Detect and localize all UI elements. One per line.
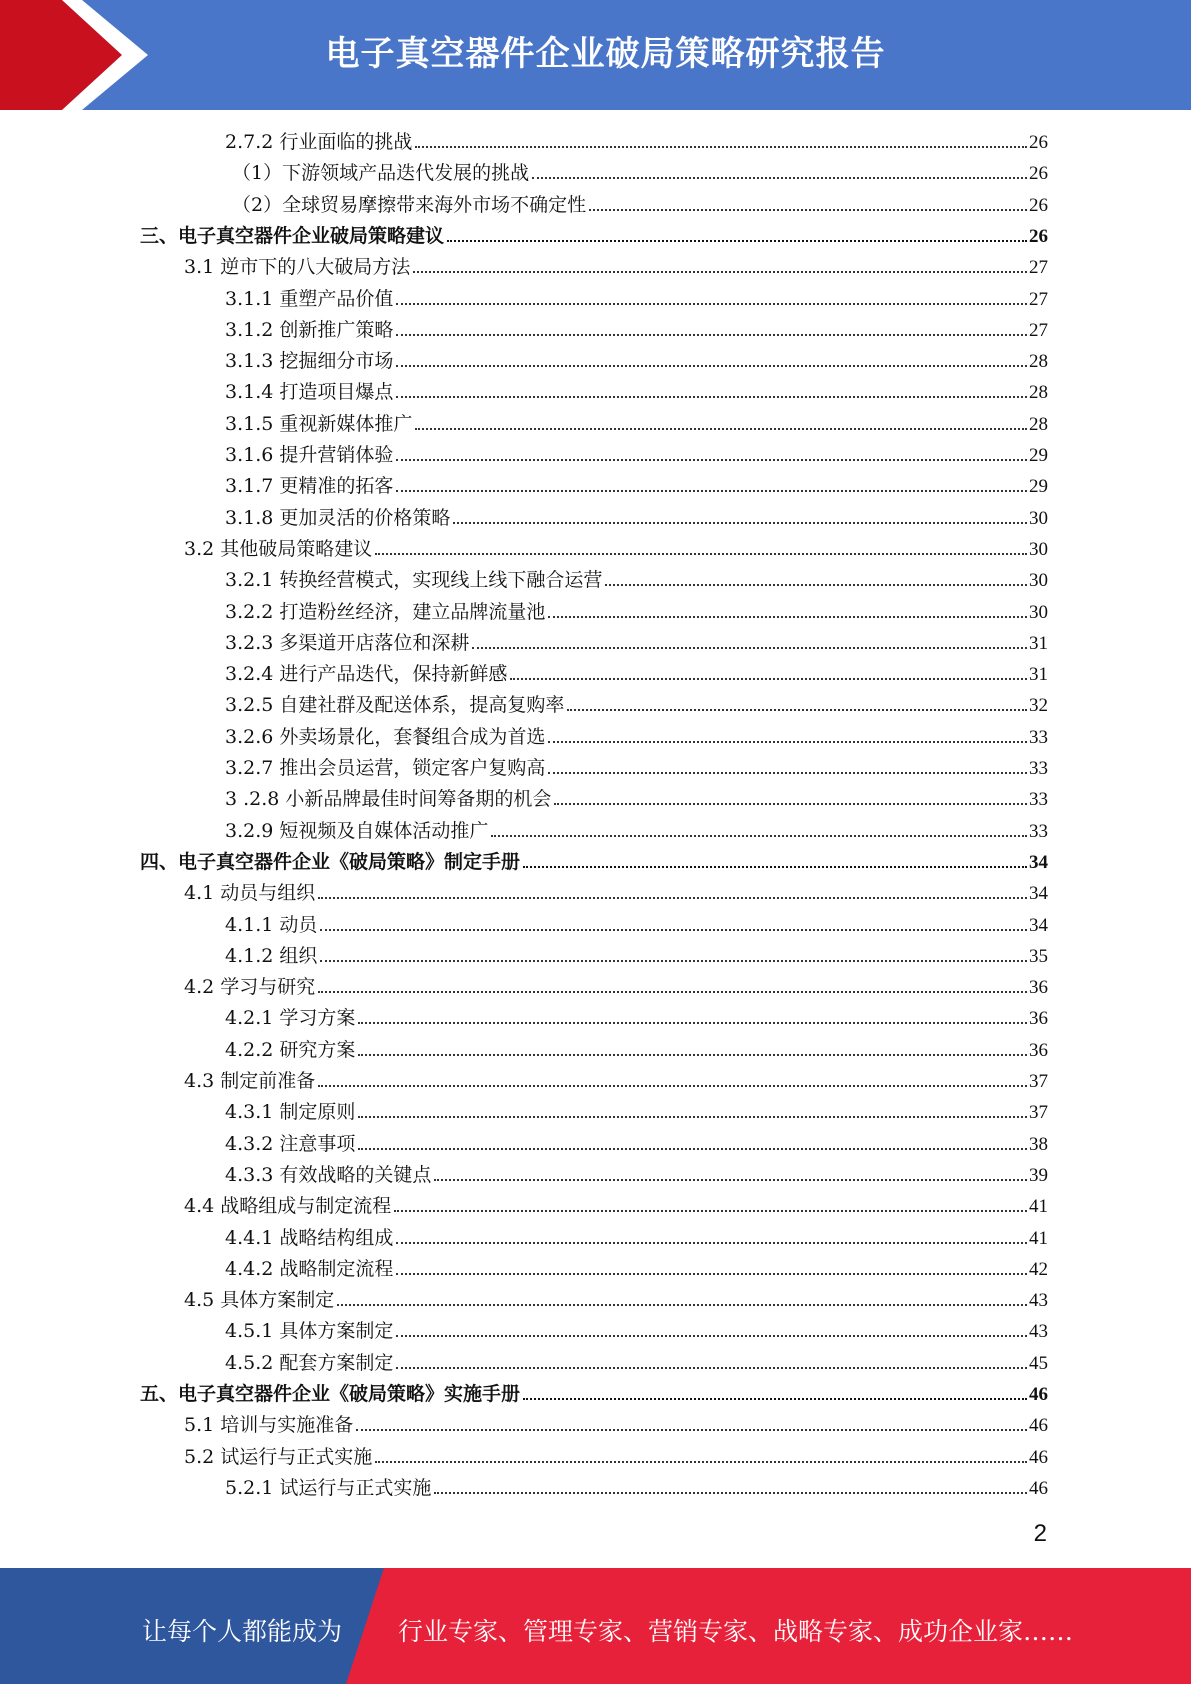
toc-dot-leader (318, 991, 1027, 993)
toc-dot-leader (318, 1085, 1027, 1087)
toc-entry[interactable] (225, 565, 1048, 595)
toc-dot-leader (434, 1492, 1027, 1494)
toc-entry-page: 26 (1029, 194, 1048, 216)
toc-entry[interactable] (225, 1097, 1048, 1127)
toc-entry[interactable] (184, 1191, 1048, 1221)
toc-entry-title: 4.5.2 配套方案制定 (225, 1351, 394, 1374)
toc-entry-title: 3.2.3 多渠道开店落位和深耕 (225, 631, 470, 654)
toc-entry-title: 4.1 动员与组织 (184, 882, 316, 905)
toc-entry[interactable] (225, 284, 1048, 314)
toc-entry-page: 37 (1029, 1102, 1048, 1124)
toc-entry-title: 3.2.7 推出会员运营，锁定客户复购高 (225, 757, 546, 779)
toc-entry-title: 4.4 战略组成与制定流程 (184, 1195, 392, 1218)
toc-entry-title: 3.1.6 提升营销体验 (225, 444, 394, 466)
toc-entry[interactable] (225, 910, 1048, 940)
toc-entry[interactable] (184, 1066, 1048, 1096)
toc-entry-page: 29 (1029, 445, 1048, 466)
toc-entry-title: 3.2.6 外卖场景化，套餐组合成为首选 (225, 725, 546, 748)
toc-entry-page: 45 (1029, 1352, 1048, 1374)
toc-entry[interactable] (225, 315, 1048, 345)
toc-entry-title: 4.2.1 学习方案 (225, 1007, 356, 1030)
toc-dot-leader (396, 490, 1027, 492)
toc-entry-title: 3.1.1 重塑产品价值 (225, 287, 394, 310)
toc-entry-title: 4.1.2 组织 (225, 944, 318, 967)
toc-entry-page: 27 (1029, 288, 1048, 310)
toc-entry-title: 4.2.2 研究方案 (225, 1038, 356, 1061)
toc-dot-leader (447, 240, 1027, 242)
toc-entry[interactable] (184, 1410, 1048, 1440)
toc-entry-page: 29 (1029, 476, 1048, 498)
toc-entry-page: 46 (1029, 1384, 1048, 1405)
toc-dot-leader (589, 209, 1027, 211)
toc-entry-page: 27 (1029, 257, 1048, 279)
toc-entry-title: 三、电子真空器件企业破局策略建议 (140, 224, 445, 247)
toc-entry-title: 3.1.8 更加灵活的价格策略 (225, 506, 451, 529)
toc-entry-title: 3.1.4 打造项目爆点 (225, 381, 394, 404)
toc-entry-page: 43 (1029, 1321, 1048, 1343)
toc-entry-page: 46 (1029, 1477, 1048, 1499)
toc-dot-leader (413, 271, 1027, 273)
toc-entry[interactable] (225, 722, 1048, 752)
toc-entry[interactable] (140, 1379, 1048, 1409)
toc-entry-title: 4.4.2 战略制定流程 (225, 1257, 394, 1280)
toc-entry[interactable] (184, 972, 1048, 1002)
toc-entry-title: 3.1.5 重视新媒体推广 (225, 412, 413, 435)
toc-entry[interactable] (225, 628, 1048, 658)
toc-entry-page: 42 (1029, 1258, 1048, 1280)
toc-entry[interactable] (225, 440, 1048, 470)
toc-entry-title: 3.2.9 短视频及自媒体活动推广 (225, 819, 489, 842)
toc-entry-title: 2.7.2 行业面临的挑战 (225, 131, 413, 153)
toc-dot-leader (396, 365, 1027, 367)
toc-entry[interactable] (225, 1348, 1048, 1378)
toc-dot-leader (532, 177, 1027, 179)
toc-entry[interactable] (140, 221, 1048, 251)
toc-entry-page: 30 (1029, 538, 1048, 560)
toc-entry-page: 36 (1029, 977, 1048, 999)
toc-dot-leader (554, 803, 1027, 805)
report-title: 电子真空器件企业破局策略研究报告 (325, 34, 886, 74)
toc-entry-title: 4.5 具体方案制定 (184, 1289, 335, 1312)
toc-entry-title: 4.1.1 动员 (225, 913, 318, 936)
toc-entry[interactable] (225, 1473, 1048, 1503)
toc-dot-leader (394, 1210, 1027, 1212)
footer-slogan-right: 行业专家、管理专家、营销专家、战略专家、成功企业家…… (398, 1617, 1074, 1646)
toc-entry-page: 37 (1029, 1071, 1048, 1092)
toc-entry[interactable] (225, 1035, 1048, 1065)
toc-entry-title: 4.3.3 有效战略的关键点 (225, 1163, 432, 1186)
toc-entry-title: 3.2.2 打造粉丝经济，建立品牌流量池 (225, 600, 546, 623)
toc-entry-title: 3.1 逆市下的八大破局方法 (184, 256, 411, 279)
toc-dot-leader (415, 428, 1027, 430)
toc-dot-leader (356, 1429, 1027, 1431)
page-footer (0, 1568, 1191, 1684)
toc-dot-leader (358, 1116, 1027, 1118)
toc-entry-page: 28 (1029, 413, 1048, 435)
toc-entry[interactable] (225, 346, 1048, 376)
toc-entry-title: 3.2 其他破局策略建议 (184, 537, 373, 560)
toc-entry-page: 32 (1029, 695, 1048, 717)
toc-entry-page: 36 (1029, 1008, 1048, 1030)
toc-entry-page: 33 (1029, 726, 1048, 748)
toc-entry[interactable] (225, 941, 1048, 971)
toc-entry-page: 35 (1029, 945, 1048, 967)
toc-entry-page: 28 (1029, 382, 1048, 404)
toc-entry-title: 3.1.2 创新推广策略 (225, 318, 394, 341)
toc-entry-page: 31 (1029, 632, 1048, 654)
toc-entry[interactable] (225, 471, 1048, 501)
toc-dot-leader (396, 1273, 1027, 1275)
toc-entry-page: 28 (1029, 351, 1048, 373)
toc-entry-page: 33 (1029, 789, 1048, 811)
toc-entry[interactable] (225, 1223, 1048, 1253)
toc-entry-title: 3 .2.8 小新品牌最佳时间筹备期的机会 (225, 788, 552, 811)
toc-entry[interactable] (225, 753, 1048, 783)
toc-entry-page: 26 (1029, 163, 1048, 185)
toc-entry-page: 39 (1029, 1164, 1048, 1186)
toc-entry[interactable] (225, 690, 1048, 720)
toc-dot-leader (396, 303, 1027, 305)
toc-dot-leader (396, 396, 1027, 398)
toc-entry[interactable] (184, 1442, 1048, 1472)
toc-entry-page: 36 (1029, 1039, 1048, 1061)
toc-dot-leader (548, 741, 1027, 743)
toc-entry-title: 3.2.5 自建社群及配送体系，提高复购率 (225, 694, 565, 717)
toc-entry-title: 4.3 制定前准备 (184, 1070, 316, 1092)
toc-entry-title: 四、电子真空器件企业《破局策略》制定手册 (140, 850, 521, 873)
toc-entry-page: 38 (1029, 1133, 1048, 1155)
toc-dot-leader (548, 616, 1027, 618)
toc-entry-title: 3.1.3 挖掘细分市场 (225, 350, 394, 373)
toc-entry-title: 5.1 培训与实施准备 (184, 1414, 354, 1437)
toc-dot-leader (523, 1398, 1027, 1400)
toc-entry[interactable] (140, 847, 1048, 877)
toc-entry-page: 30 (1029, 601, 1048, 623)
toc-entry[interactable] (225, 377, 1048, 407)
toc-entry[interactable] (225, 1003, 1048, 1033)
toc-entry[interactable] (232, 190, 1048, 220)
footer-slogan-left: 让每个人都能成为 (142, 1617, 343, 1646)
toc-entry-page: 33 (1029, 820, 1048, 842)
toc-dot-leader (320, 960, 1027, 962)
toc-entry-page: 26 (1029, 225, 1048, 247)
toc-entry[interactable] (225, 1254, 1048, 1284)
toc-entry-page: 43 (1029, 1290, 1048, 1312)
toc-entry-title: （1）下游领域产品迭代发展的挑战 (232, 162, 530, 185)
toc-dot-leader (453, 522, 1027, 524)
toc-dot-leader (396, 334, 1027, 336)
toc-dot-leader (523, 866, 1027, 868)
toc-entry[interactable] (184, 878, 1048, 908)
toc-entry[interactable] (225, 784, 1048, 814)
toc-entry[interactable] (225, 1129, 1048, 1159)
toc-entry[interactable] (225, 1316, 1048, 1346)
toc-dot-leader (415, 146, 1027, 148)
toc-entry-title: 4.4.1 战略结构组成 (225, 1226, 394, 1249)
toc-entry[interactable] (184, 252, 1048, 282)
toc-entry[interactable] (225, 127, 1048, 157)
toc-entry-title: 3.2.4 进行产品迭代，保持新鲜感 (225, 663, 508, 686)
toc-entry-page: 30 (1029, 570, 1048, 592)
toc-dot-leader (491, 835, 1027, 837)
toc-entry[interactable] (225, 1160, 1048, 1190)
toc-dot-leader (358, 1148, 1027, 1150)
toc-dot-leader (567, 709, 1027, 711)
toc-entry-page: 34 (1029, 914, 1048, 936)
toc-entry-page: 46 (1029, 1446, 1048, 1468)
toc-entry[interactable] (225, 597, 1048, 627)
toc-entry-page: 30 (1029, 507, 1048, 529)
toc-entry-page: 27 (1029, 319, 1048, 341)
toc-entry-page: 41 (1029, 1196, 1048, 1218)
toc-dot-leader (320, 929, 1027, 931)
toc-entry-page: 34 (1029, 883, 1048, 905)
toc-entry[interactable] (184, 534, 1048, 564)
toc-dot-leader (396, 459, 1027, 461)
toc-dot-leader (510, 678, 1027, 680)
toc-entry-title: 4.3.1 制定原则 (225, 1101, 356, 1124)
toc-entry-page: 31 (1029, 664, 1048, 686)
toc-entry[interactable] (225, 409, 1048, 439)
toc-dot-leader (434, 1179, 1027, 1181)
toc-entry[interactable] (225, 503, 1048, 533)
toc-entry-title: 3.2.1 转换经营模式，实现线上线下融合运营 (225, 569, 603, 592)
page-header (0, 0, 1191, 110)
toc-entry-page: 26 (1029, 132, 1048, 153)
toc-dot-leader (358, 1022, 1027, 1024)
toc-dot-leader (548, 772, 1027, 774)
toc-entry-title: 4.2 学习与研究 (184, 976, 316, 999)
toc-entry-title: 5.2.1 试运行与正式实施 (225, 1476, 432, 1499)
toc-dot-leader (318, 897, 1027, 899)
toc-dot-leader (375, 553, 1027, 555)
toc-entry-title: 3.1.7 更精准的拓客 (225, 475, 394, 498)
toc-entry-title: 5.2 试运行与正式实施 (184, 1445, 373, 1468)
toc-entry-title: （2）全球贸易摩擦带来海外市场不确定性 (232, 193, 587, 216)
toc-entry[interactable] (225, 659, 1048, 689)
toc-dot-leader (375, 1461, 1027, 1463)
toc-dot-leader (605, 584, 1027, 586)
toc-dot-leader (358, 1054, 1027, 1056)
toc-entry[interactable] (184, 1285, 1048, 1315)
toc-entry-title: 五、电子真空器件企业《破局策略》实施手册 (140, 1383, 521, 1405)
toc-entry[interactable] (232, 158, 1048, 188)
toc-entry-page: 41 (1029, 1227, 1048, 1249)
toc-entry-page: 46 (1029, 1415, 1048, 1437)
toc-entry-page: 33 (1029, 758, 1048, 779)
toc-entry[interactable] (225, 816, 1048, 846)
toc-entry-page: 34 (1029, 851, 1048, 873)
page-number: 2 (1033, 1520, 1047, 1547)
toc-dot-leader (396, 1367, 1027, 1369)
toc-entry-title: 4.3.2 注意事项 (225, 1132, 356, 1155)
toc-dot-leader (472, 647, 1027, 649)
toc-dot-leader (396, 1242, 1027, 1244)
toc-entry-title: 4.5.1 具体方案制定 (225, 1320, 394, 1343)
toc-dot-leader (337, 1304, 1027, 1306)
toc-dot-leader (396, 1335, 1027, 1337)
